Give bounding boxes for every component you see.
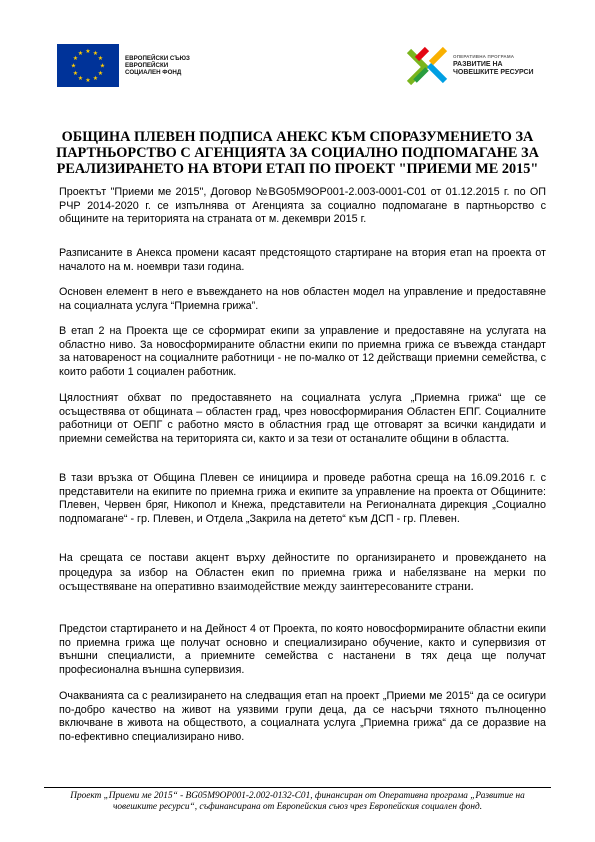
paragraph-text-serif: набелязване на мерки по осъществяване на оперативно взаимодействие между заинтересованите страни. xyxy=(59,564,546,594)
eu-logo-text xyxy=(125,55,190,76)
page-title: ОБЩИНА ПЛЕВЕН ПОДПИСА АНЕКС КЪМ СПОРАЗУМЕНИЕТО ЗА ПАРТНЬОРСТВО С АГЕНЦИЯТА ЗА СОЦИАЛНО ПОДПОМАГАНЕ ЗА РЕАЛИЗИРАНЕТО НА ВТОРИ ЕТАП ПО ПРОЕКТ "ПРИЕМИ МЕ 2015" xyxy=(56,129,539,177)
svg-text:★: ★ xyxy=(72,55,79,62)
eu-logo-line: ЕВРОПЕЙСКИ xyxy=(125,62,169,69)
svg-text:★: ★ xyxy=(77,50,84,57)
op-logo xyxy=(405,45,534,85)
svg-text:★: ★ xyxy=(72,70,79,77)
svg-text:★: ★ xyxy=(77,75,84,82)
eu-logo xyxy=(57,44,190,87)
paragraph-text: На срещата се постави акцент върху дейностите по организирането и провеждането на процедура за избор на Областен екип по приемна грижа и xyxy=(59,552,546,579)
svg-text:★: ★ xyxy=(85,48,91,55)
page-footer: Проект „Приеми ме 2015“ - BG05M9OP001-2.002-0132-C01, финансиран от Оперативна програма „Развитие на човешките ресурси“, съфинансирана от Европейския съюз чрез Европейския социален фонд. xyxy=(70,791,525,812)
paragraph: В етап 2 на Проекта ще се сформират екипи за управление и предоставяне на услугата на областно ниво. За новосформираните областни екипи по приемна грижа се въвежда стандарт за натовареност на социалните работници - не по-малко от 12 действащи приемни семейства, с които работи 1 социален работник. xyxy=(59,325,546,378)
op-logo-icon xyxy=(405,45,449,85)
paragraph: Разписаните в Анекса промени касаят предстоящото стартиране на втория етап на проекта от началото на м. ноември тази година. xyxy=(59,247,546,273)
paragraph: Основен елемент в него е въвеждането на нов областен модел на управление и предоставяне на социалната услуга “Приемна грижа”. xyxy=(59,286,546,312)
paragraph: Очакванията са с реализирането на следващия етап на проект „Приеми ме 2015“ да се осигури по-добро качество на живот на уязвими групи деца, да се насърчи тяхното пълноценно включване в живота на обществото, а социалната услуга „Приемна грижа“ да се доразвие на по-ефективно специализирано ниво. xyxy=(59,690,546,743)
op-logo-line: ЧОВЕШКИТЕ РЕСУРСИ xyxy=(453,69,534,76)
svg-text:★: ★ xyxy=(97,55,104,62)
svg-text:★: ★ xyxy=(92,50,99,57)
footer-divider xyxy=(44,787,551,788)
eu-logo-line: ЕВРОПЕЙСКИ СЪЮЗ xyxy=(125,55,190,62)
op-logo-caption: ОПЕРАТИВНА ПРОГРАМА xyxy=(453,54,515,59)
eu-flag-icon xyxy=(57,44,119,87)
op-logo-line: РАЗВИТИЕ НА xyxy=(453,61,503,68)
eu-logo-line: СОЦИАЛЕН ФОНД xyxy=(125,69,182,76)
svg-text:★: ★ xyxy=(99,62,106,70)
svg-text:★: ★ xyxy=(70,62,77,70)
svg-text:★: ★ xyxy=(85,77,91,84)
svg-text:★: ★ xyxy=(92,75,99,82)
paragraph: Проектът "Приеми ме 2015", Договор №BG05M9OP001-2.003-0001-C01 от 01.12.2015 г. по ОП РЧР 2014-2020 г. се изпълнява от Агенцията за социално подпомагане в партньорство с общините на територията на страната от м. декември 2015 г. xyxy=(59,186,546,226)
paragraph: Предстои стартирането и на Дейност 4 от Проекта, по която новосформираните областни екипи по приемна грижа ще получат основно и специализирано обучение, както и супервизия от външни специалисти, а приемните семейства с настанени в тях деца ще получат професионална външна супервизия. xyxy=(59,623,546,676)
paragraph: Цялостният обхват по предоставянето на социалната услуга „Приемна грижа“ ще се осъществява от общината – областен град, чрез новосформирания Областен ЕПГ. Социалните работници от ОЕПГ с работно място в областния град ще отговарят за всички кандидати и приемни семейства на територията си, както и за тези от останалите общини в областта. xyxy=(59,392,546,445)
paragraph xyxy=(59,552,546,595)
svg-text:★: ★ xyxy=(97,70,104,77)
op-logo-text xyxy=(453,53,534,77)
paragraph: В тази връзка от Община Плевен се инициира и проведе работна среща на 16.09.2016 г. с представители на екипите по приемна грижа и екипите за управление на проекта от Общините: Плевен, Червен бряг, Никопол и Кнежа, представители на Регионалната дирекция „Социално подпомагане“ - гр. Плевен, и Отдела „Закрила на детето“ към ДСП - гр. Плевен. xyxy=(59,472,546,525)
